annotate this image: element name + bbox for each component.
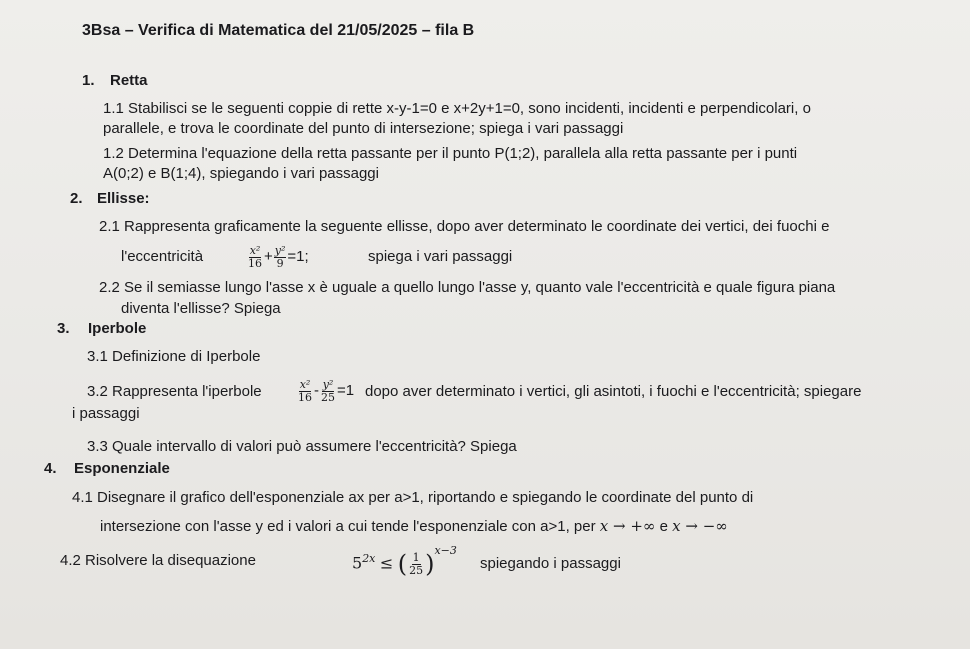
section-1-title: Retta xyxy=(110,72,148,89)
item-3-2-line2: i passaggi xyxy=(72,405,140,422)
item-1-2-line1: 1.2 Determina l'equazione della retta passante per il punto P(1;2), parallela alla retta passante per i punti xyxy=(103,145,798,162)
inequality: $5^{2x}$ ≤ ( $\frac{1}{25}$ )$^{x-3}$ xyxy=(352,544,457,579)
exam-title: 3Bsa – Verifica di Matematica del 21/05/2025 – fila B xyxy=(82,22,475,39)
item-2-2-line2: diventa l'ellisse? Spiega xyxy=(121,300,281,317)
item-4-1-line1: 4.1 Disegnare il grafico dell'esponenziale ax per a>1, riportando e spiegando le coordinate del punto di xyxy=(72,489,754,506)
item-4-2-prefix: 4.2 Risolvere la disequazione xyxy=(60,552,256,569)
item-3-2-prefix: 3.2 Rappresenta l'iperbole xyxy=(87,383,262,400)
item-4-1-line2: intersezione con l'asse y ed i valori a cui tende l'esponenziale con a>1, per x → +∞ e x → −∞ xyxy=(100,517,728,535)
limit-plus-infinity: x → +∞ xyxy=(599,517,656,535)
item-1-2-line2: A(0;2) e B(1;4), spiegando i vari passaggi xyxy=(103,165,379,182)
section-3-title: Iperbole xyxy=(88,320,147,337)
item-3-3-line1: 3.3 Quale intervallo di valori può assumere l'eccentricità? Spiega xyxy=(87,438,517,455)
inequality-fraction: $\frac{1}{25}$ xyxy=(409,550,424,577)
section-2-title: Ellisse: xyxy=(97,190,150,207)
item-3-2-suffix: dopo aver determinato i vertici, gli asintoti, i fuochi e l'eccentricità; spiegare xyxy=(365,383,862,400)
item-1-1-line2: parallele, e trova le coordinate del punto di intersezione; spiega i vari passaggi xyxy=(103,120,624,137)
limit-minus-infinity: x → −∞ xyxy=(672,517,728,535)
hyperbola-fraction-y: $\frac{\text{y²}}{25}$ xyxy=(321,377,335,404)
item-4-2-suffix: spiegando i passaggi xyxy=(480,555,621,572)
ellipse-fraction-y: $\frac{\text{y²}}{9}$ xyxy=(274,243,286,270)
ellipse-fraction-x: $\frac{\text{x²}}{16}$ xyxy=(248,243,262,270)
item-2-2-line1: 2.2 Se il semiasse lungo l'asse x è uguale a quello lungo l'asse y, quanto vale l'eccentricità e quale figura piana xyxy=(99,279,836,296)
section-4-title: Esponenziale xyxy=(74,460,170,477)
item-2-1-suffix: spiega i vari passaggi xyxy=(368,248,513,265)
ellipse-equation: $\frac{\text{x²}}{16}$ + $\frac{\text{y²}}{9}$ =1; xyxy=(248,243,309,270)
section-2-number: 2. xyxy=(70,190,83,207)
section-1-number: 1. xyxy=(82,72,95,89)
hyperbola-equation: $\frac{\text{x²}}{16}$ - $\frac{\text{y²}}{25}$ =1 xyxy=(298,377,355,404)
item-3-1-line1: 3.1 Definizione di Iperbole xyxy=(87,348,261,365)
section-4-number: 4. xyxy=(44,460,57,477)
item-2-1-prefix: l'eccentricità xyxy=(121,248,204,265)
hyperbola-fraction-x: $\frac{\text{x²}}{16}$ xyxy=(298,377,312,404)
section-3-number: 3. xyxy=(57,320,70,337)
item-1-1-line1: 1.1 Stabilisci se le seguenti coppie di rette x-y-1=0 e x+2y+1=0, sono incidenti, incidenti e perpendicolari, o xyxy=(103,100,811,117)
item-2-1-line1: 2.1 Rappresenta graficamente la seguente ellisse, dopo aver determinato le coordinate dei vertici, dei fuochi e xyxy=(99,218,830,235)
